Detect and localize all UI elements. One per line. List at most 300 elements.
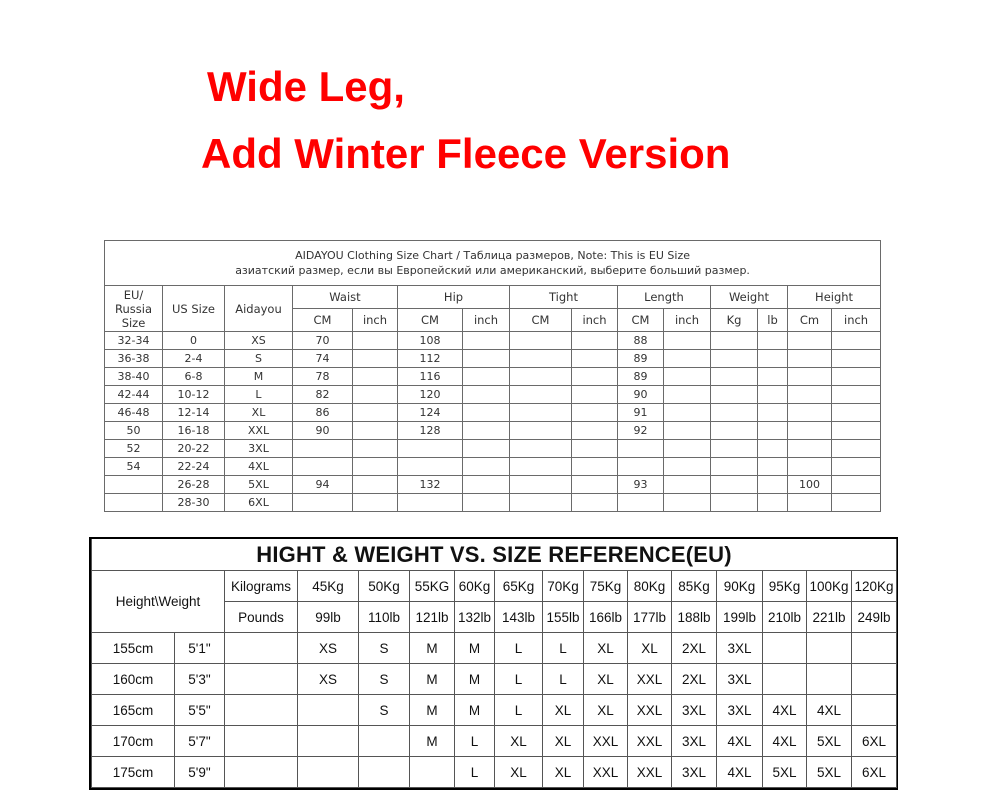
table-cell xyxy=(711,422,758,440)
table-cell: 132 xyxy=(398,476,463,494)
header-tight: Tight xyxy=(510,286,618,309)
table-cell: 38-40 xyxy=(105,368,163,386)
unit-header: CM xyxy=(618,309,664,332)
table-cell: 6XL xyxy=(225,494,293,512)
table-cell xyxy=(832,332,881,350)
table-cell: 116 xyxy=(398,368,463,386)
size-cell: M xyxy=(455,664,495,695)
table-cell xyxy=(510,458,572,476)
table-cell xyxy=(758,458,788,476)
lb-header: 121lb xyxy=(410,602,455,633)
table-cell xyxy=(711,440,758,458)
table-cell: 92 xyxy=(618,422,664,440)
kg-header: 55KG xyxy=(410,571,455,602)
blank-cell xyxy=(225,633,298,664)
size-cell: L xyxy=(495,664,543,695)
table-cell: 46-48 xyxy=(105,404,163,422)
height-ft: 5'7" xyxy=(175,726,225,757)
corner-label: Height\Weight xyxy=(92,571,225,633)
table-cell xyxy=(832,350,881,368)
table-cell: 5XL xyxy=(225,476,293,494)
size-cell: XXL xyxy=(628,726,672,757)
table-cell xyxy=(463,404,510,422)
unit-header: inch xyxy=(572,309,618,332)
table-cell xyxy=(353,368,398,386)
table-cell xyxy=(510,386,572,404)
header-height: Height xyxy=(788,286,881,309)
table-cell xyxy=(572,368,618,386)
table-cell: 16-18 xyxy=(163,422,225,440)
size-cell: 5XL xyxy=(807,726,852,757)
table-cell xyxy=(664,422,711,440)
size-cell: L xyxy=(495,633,543,664)
kg-header: 60Kg xyxy=(455,571,495,602)
lb-header: 221lb xyxy=(807,602,852,633)
table-cell xyxy=(711,332,758,350)
table-cell xyxy=(664,386,711,404)
table-cell xyxy=(832,368,881,386)
size-cell: M xyxy=(410,695,455,726)
lb-label: Pounds xyxy=(225,602,298,633)
blank-cell xyxy=(225,664,298,695)
kg-header: 100Kg xyxy=(807,571,852,602)
table-cell: 42-44 xyxy=(105,386,163,404)
table-cell: 89 xyxy=(618,368,664,386)
height-cm: 170cm xyxy=(92,726,175,757)
table-cell: S xyxy=(225,350,293,368)
table-cell xyxy=(353,476,398,494)
table-cell xyxy=(788,458,832,476)
kg-header: 120Kg xyxy=(852,571,897,602)
table-cell: 6-8 xyxy=(163,368,225,386)
table-row xyxy=(105,458,881,476)
table-cell: 12-14 xyxy=(163,404,225,422)
table-cell xyxy=(105,476,163,494)
lb-header: 155lb xyxy=(543,602,584,633)
unit-header: inch xyxy=(832,309,881,332)
lb-header: 143lb xyxy=(495,602,543,633)
reference-row xyxy=(92,726,897,757)
table-cell xyxy=(788,422,832,440)
table-cell xyxy=(618,458,664,476)
size-cell: 2XL xyxy=(672,633,717,664)
size-chart-title-line2: азиатский размер, если вы Европейский или американский, выберите больший размер. xyxy=(235,264,750,277)
table-cell xyxy=(353,494,398,512)
kg-header: 75Kg xyxy=(584,571,628,602)
table-cell: 54 xyxy=(105,458,163,476)
size-cell: M xyxy=(410,726,455,757)
table-cell: 10-12 xyxy=(163,386,225,404)
table-cell xyxy=(788,404,832,422)
table-cell xyxy=(293,458,353,476)
table-row xyxy=(105,494,881,512)
table-cell xyxy=(788,368,832,386)
table-row xyxy=(105,386,881,404)
size-chart-title xyxy=(105,241,881,286)
table-cell xyxy=(463,386,510,404)
size-cell: 3XL xyxy=(672,726,717,757)
blank-cell xyxy=(225,757,298,788)
unit-header: inch xyxy=(463,309,510,332)
table-cell: XL xyxy=(225,404,293,422)
table-cell xyxy=(711,368,758,386)
table-cell: 36-38 xyxy=(105,350,163,368)
size-cell xyxy=(807,633,852,664)
table-cell: 120 xyxy=(398,386,463,404)
size-cell: L xyxy=(455,757,495,788)
table-cell: 50 xyxy=(105,422,163,440)
table-cell xyxy=(758,440,788,458)
table-cell: 74 xyxy=(293,350,353,368)
size-cell: XL xyxy=(543,757,584,788)
size-cell: S xyxy=(359,633,410,664)
size-cell xyxy=(298,695,359,726)
size-cell xyxy=(763,664,807,695)
reference-row xyxy=(92,633,897,664)
size-cell: XXL xyxy=(628,664,672,695)
unit-header: inch xyxy=(664,309,711,332)
size-cell xyxy=(763,633,807,664)
table-cell xyxy=(398,440,463,458)
size-cell: XXL xyxy=(584,757,628,788)
table-cell: L xyxy=(225,386,293,404)
lb-header: 177lb xyxy=(628,602,672,633)
kg-header: 70Kg xyxy=(543,571,584,602)
size-cell: 3XL xyxy=(717,695,763,726)
table-cell xyxy=(711,476,758,494)
header-weight: Weight xyxy=(711,286,788,309)
table-cell xyxy=(664,440,711,458)
size-cell: S xyxy=(359,695,410,726)
table-cell xyxy=(353,458,398,476)
lb-header: 188lb xyxy=(672,602,717,633)
kg-header: 50Kg xyxy=(359,571,410,602)
size-cell: L xyxy=(543,633,584,664)
table-cell: 86 xyxy=(293,404,353,422)
table-cell xyxy=(572,494,618,512)
lb-header: 210lb xyxy=(763,602,807,633)
table-cell xyxy=(618,440,664,458)
unit-header: inch xyxy=(353,309,398,332)
height-ft: 5'9" xyxy=(175,757,225,788)
size-cell: XL xyxy=(495,757,543,788)
table-cell xyxy=(510,350,572,368)
size-cell: 6XL xyxy=(852,757,897,788)
table-cell xyxy=(758,368,788,386)
table-row xyxy=(105,368,881,386)
size-cell: 4XL xyxy=(763,726,807,757)
size-cell xyxy=(359,726,410,757)
size-cell: 4XL xyxy=(763,695,807,726)
table-cell xyxy=(711,458,758,476)
table-cell xyxy=(572,350,618,368)
table-cell: 3XL xyxy=(225,440,293,458)
size-cell: XL xyxy=(584,695,628,726)
table-cell xyxy=(510,332,572,350)
table-cell xyxy=(463,368,510,386)
lb-header: 99lb xyxy=(298,602,359,633)
table-cell: 90 xyxy=(293,422,353,440)
lb-header: 132lb xyxy=(455,602,495,633)
kg-header: 95Kg xyxy=(763,571,807,602)
table-cell xyxy=(664,350,711,368)
table-cell xyxy=(510,476,572,494)
size-cell: 3XL xyxy=(717,633,763,664)
lb-header: 249lb xyxy=(852,602,897,633)
table-cell xyxy=(353,350,398,368)
table-cell xyxy=(572,422,618,440)
kg-header: 90Kg xyxy=(717,571,763,602)
size-cell xyxy=(852,695,897,726)
reference-chart-table xyxy=(91,539,897,788)
headline-line-2: Add Winter Fleece Version xyxy=(201,130,731,177)
table-cell xyxy=(510,368,572,386)
size-cell: M xyxy=(410,633,455,664)
reference-chart-title: HIGHT & WEIGHT VS. SIZE REFERENCE(EU) xyxy=(92,539,897,571)
table-row xyxy=(105,440,881,458)
height-cm: 160cm xyxy=(92,664,175,695)
table-cell xyxy=(832,440,881,458)
table-cell xyxy=(105,494,163,512)
table-cell xyxy=(463,332,510,350)
table-cell xyxy=(463,476,510,494)
height-cm: 175cm xyxy=(92,757,175,788)
table-cell: 78 xyxy=(293,368,353,386)
table-cell xyxy=(711,386,758,404)
table-cell xyxy=(664,476,711,494)
size-cell: XL xyxy=(584,633,628,664)
table-cell: XXL xyxy=(225,422,293,440)
table-cell xyxy=(788,494,832,512)
table-cell: 93 xyxy=(618,476,664,494)
table-cell: 32-34 xyxy=(105,332,163,350)
table-cell: 52 xyxy=(105,440,163,458)
size-cell: XXL xyxy=(628,695,672,726)
kg-header: 80Kg xyxy=(628,571,672,602)
unit-header: Cm xyxy=(788,309,832,332)
kg-header: 65Kg xyxy=(495,571,543,602)
size-cell: M xyxy=(455,695,495,726)
table-cell xyxy=(510,440,572,458)
size-cell xyxy=(852,633,897,664)
table-cell xyxy=(510,422,572,440)
table-cell: 89 xyxy=(618,350,664,368)
unit-header: lb xyxy=(758,309,788,332)
table-cell xyxy=(572,458,618,476)
header-eu-size xyxy=(105,286,163,332)
table-cell xyxy=(398,458,463,476)
table-row xyxy=(105,422,881,440)
blank-cell xyxy=(225,695,298,726)
table-cell xyxy=(832,404,881,422)
table-cell: 26-28 xyxy=(163,476,225,494)
table-cell: 124 xyxy=(398,404,463,422)
table-cell xyxy=(572,476,618,494)
table-cell: 88 xyxy=(618,332,664,350)
reference-row xyxy=(92,664,897,695)
size-cell xyxy=(298,757,359,788)
size-cell: 5XL xyxy=(807,757,852,788)
table-cell xyxy=(832,494,881,512)
size-cell: XS xyxy=(298,633,359,664)
size-cell xyxy=(298,726,359,757)
size-cell: M xyxy=(455,633,495,664)
kg-header: 45Kg xyxy=(298,571,359,602)
lb-header: 166lb xyxy=(584,602,628,633)
table-cell xyxy=(788,440,832,458)
size-cell: L xyxy=(495,695,543,726)
table-cell xyxy=(832,422,881,440)
table-cell xyxy=(832,386,881,404)
headline-line-1: Wide Leg, xyxy=(207,63,405,110)
table-cell: 91 xyxy=(618,404,664,422)
size-cell xyxy=(359,757,410,788)
table-cell xyxy=(572,386,618,404)
reference-chart xyxy=(89,537,898,790)
size-cell: 3XL xyxy=(672,695,717,726)
size-cell: L xyxy=(455,726,495,757)
table-row xyxy=(105,332,881,350)
table-cell: 4XL xyxy=(225,458,293,476)
table-cell xyxy=(572,440,618,458)
table-row xyxy=(105,404,881,422)
header-waist: Waist xyxy=(293,286,398,309)
size-chart-table xyxy=(104,240,881,512)
size-cell: 2XL xyxy=(672,664,717,695)
table-cell xyxy=(293,440,353,458)
size-cell: XL xyxy=(543,726,584,757)
size-cell: 4XL xyxy=(717,757,763,788)
table-cell xyxy=(758,422,788,440)
size-cell: XXL xyxy=(584,726,628,757)
size-cell: XS xyxy=(298,664,359,695)
header-eu-line1: EU/ xyxy=(123,287,144,302)
lb-header: 199lb xyxy=(717,602,763,633)
size-cell: 3XL xyxy=(717,664,763,695)
table-cell: 82 xyxy=(293,386,353,404)
kg-label: Kilograms xyxy=(225,571,298,602)
size-cell xyxy=(410,757,455,788)
table-cell xyxy=(758,332,788,350)
table-cell xyxy=(758,494,788,512)
table-cell xyxy=(510,404,572,422)
kg-header: 85Kg xyxy=(672,571,717,602)
size-cell: 3XL xyxy=(672,757,717,788)
table-cell: 22-24 xyxy=(163,458,225,476)
header-length: Length xyxy=(618,286,711,309)
table-cell: M xyxy=(225,368,293,386)
unit-header: CM xyxy=(293,309,353,332)
size-cell: 5XL xyxy=(763,757,807,788)
table-cell xyxy=(758,350,788,368)
header-eu-line2: Russia xyxy=(115,301,152,316)
table-cell xyxy=(353,440,398,458)
height-cm: 165cm xyxy=(92,695,175,726)
table-cell xyxy=(664,458,711,476)
table-cell xyxy=(463,350,510,368)
size-cell: XL xyxy=(495,726,543,757)
table-cell: 20-22 xyxy=(163,440,225,458)
table-cell xyxy=(463,440,510,458)
height-ft: 5'5" xyxy=(175,695,225,726)
table-cell: 94 xyxy=(293,476,353,494)
table-cell xyxy=(664,332,711,350)
size-cell xyxy=(807,664,852,695)
table-cell xyxy=(758,476,788,494)
size-cell: 4XL xyxy=(717,726,763,757)
table-cell xyxy=(758,404,788,422)
size-cell: XL xyxy=(584,664,628,695)
table-row xyxy=(105,476,881,494)
table-cell xyxy=(711,404,758,422)
table-cell xyxy=(832,458,881,476)
blank-cell xyxy=(225,726,298,757)
size-cell: XL xyxy=(543,695,584,726)
table-cell xyxy=(711,350,758,368)
height-ft: 5'1" xyxy=(175,633,225,664)
table-cell xyxy=(788,386,832,404)
table-cell: 2-4 xyxy=(163,350,225,368)
size-chart-title-line1: AIDAYOU Clothing Size Chart / Таблица размеров, Note: This is EU Size xyxy=(295,249,690,262)
header-eu-line3: Size xyxy=(121,315,146,330)
table-cell xyxy=(353,422,398,440)
table-cell xyxy=(788,350,832,368)
table-cell xyxy=(618,494,664,512)
table-cell xyxy=(353,404,398,422)
size-cell: XL xyxy=(628,633,672,664)
reference-row xyxy=(92,757,897,788)
table-cell xyxy=(788,332,832,350)
table-cell: 70 xyxy=(293,332,353,350)
table-cell: 108 xyxy=(398,332,463,350)
table-cell xyxy=(758,386,788,404)
table-cell xyxy=(572,332,618,350)
table-cell xyxy=(664,494,711,512)
table-cell xyxy=(463,422,510,440)
height-ft: 5'3" xyxy=(175,664,225,695)
table-cell xyxy=(353,332,398,350)
table-cell xyxy=(572,404,618,422)
size-cell: M xyxy=(410,664,455,695)
header-hip: Hip xyxy=(398,286,510,309)
table-cell xyxy=(664,368,711,386)
unit-header: CM xyxy=(398,309,463,332)
size-cell xyxy=(852,664,897,695)
unit-header: CM xyxy=(510,309,572,332)
table-cell xyxy=(398,494,463,512)
table-row xyxy=(105,350,881,368)
size-cell: S xyxy=(359,664,410,695)
table-cell: 28-30 xyxy=(163,494,225,512)
table-cell xyxy=(711,494,758,512)
table-cell xyxy=(664,404,711,422)
lb-header: 110lb xyxy=(359,602,410,633)
table-cell xyxy=(832,476,881,494)
table-cell: XS xyxy=(225,332,293,350)
table-cell xyxy=(463,458,510,476)
size-cell: 4XL xyxy=(807,695,852,726)
size-cell: XXL xyxy=(628,757,672,788)
table-cell xyxy=(463,494,510,512)
table-cell: 112 xyxy=(398,350,463,368)
table-cell: 100 xyxy=(788,476,832,494)
table-cell: 90 xyxy=(618,386,664,404)
table-cell: 0 xyxy=(163,332,225,350)
height-cm: 155cm xyxy=(92,633,175,664)
header-us-size: US Size xyxy=(163,286,225,332)
table-cell xyxy=(353,386,398,404)
table-cell xyxy=(510,494,572,512)
